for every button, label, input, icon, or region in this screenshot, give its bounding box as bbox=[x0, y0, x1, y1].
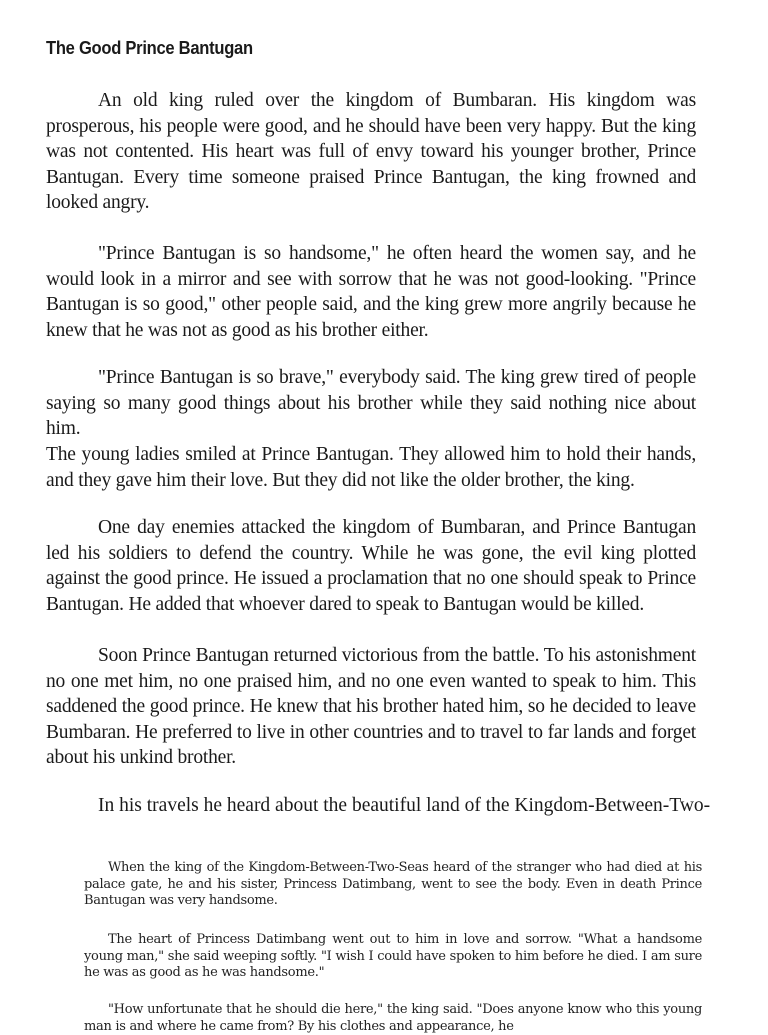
paragraph-5: One day enemies attacked the kingdom of Bumbaran, and Prince Bantugan led his soldiers to defend the country. While he was gone, the evil king plotted against the good prince. He issued a proclamation that no one should speak to Prince Bantugan. He added that whoever dared to speak to Bantugan would be killed. bbox=[46, 517, 696, 615]
paragraph-1: An old king ruled over the kingdom of Bumbaran. His kingdom was prosperous, his people were good, and he should have been very happy. But the king was not contented. His heart was full of envy toward his younger brother, Prince Bantugan. Every time someone praised Prince Bantugan, the king frowned and looked angry. bbox=[46, 90, 696, 214]
page-title: The Good Prince Bantugan bbox=[46, 38, 253, 58]
excerpt-paragraph-2: The heart of Princess Datimbang went out to him in love and sorrow. "What a handsome young man," she said weeping softly. "I wish I could have spoken to him before he died. I am sure he was as good as he was handsome." bbox=[84, 932, 702, 980]
paragraph-4: The young ladies smiled at Prince Bantugan. They allowed him to hold their hands, and they gave him their love. But they did not like the older brother, the king. bbox=[46, 444, 696, 491]
paragraph-2: "Prince Bantugan is so handsome," he often heard the women say, and he would look in a mirror and see with sorrow that he was not good-looking. "Prince Bantugan is so good," other people said, and the king grew more angrily because he knew that he was not as good as his brother either. bbox=[46, 243, 696, 341]
paragraph-6: Soon Prince Bantugan returned victorious from the battle. To his astonishment no one met him, no one praised him, and no one even wanted to speak to him. This saddened the good prince. He knew that his brother hated him, so he decided to leave Bumbaran. He preferred to live in other countries and to travel to far lands and forget about his unkind brother. bbox=[46, 645, 696, 769]
paragraph-3: "Prince Bantugan is so brave," everybody said. The king grew tired of people saying so many good things about his brother while they said nothing nice about him. bbox=[46, 367, 696, 440]
excerpt-paragraph-1: When the king of the Kingdom-Between-Two-Seas heard of the stranger who had died at his palace gate, he and his sister, Princess Datimbang, went to see the body. Even in death Prince Bantugan was very handsome. bbox=[84, 860, 702, 908]
cut-off-line: In his travels he heard about the beautiful land of the Kingdom-Between-Two- bbox=[98, 795, 711, 816]
excerpt-paragraph-3: "How unfortunate that he should die here," the king said. "Does anyone know who this young man is and where he came from? By his clothes and appearance, he bbox=[84, 1002, 702, 1034]
excerpt-section bbox=[0, 845, 768, 1034]
